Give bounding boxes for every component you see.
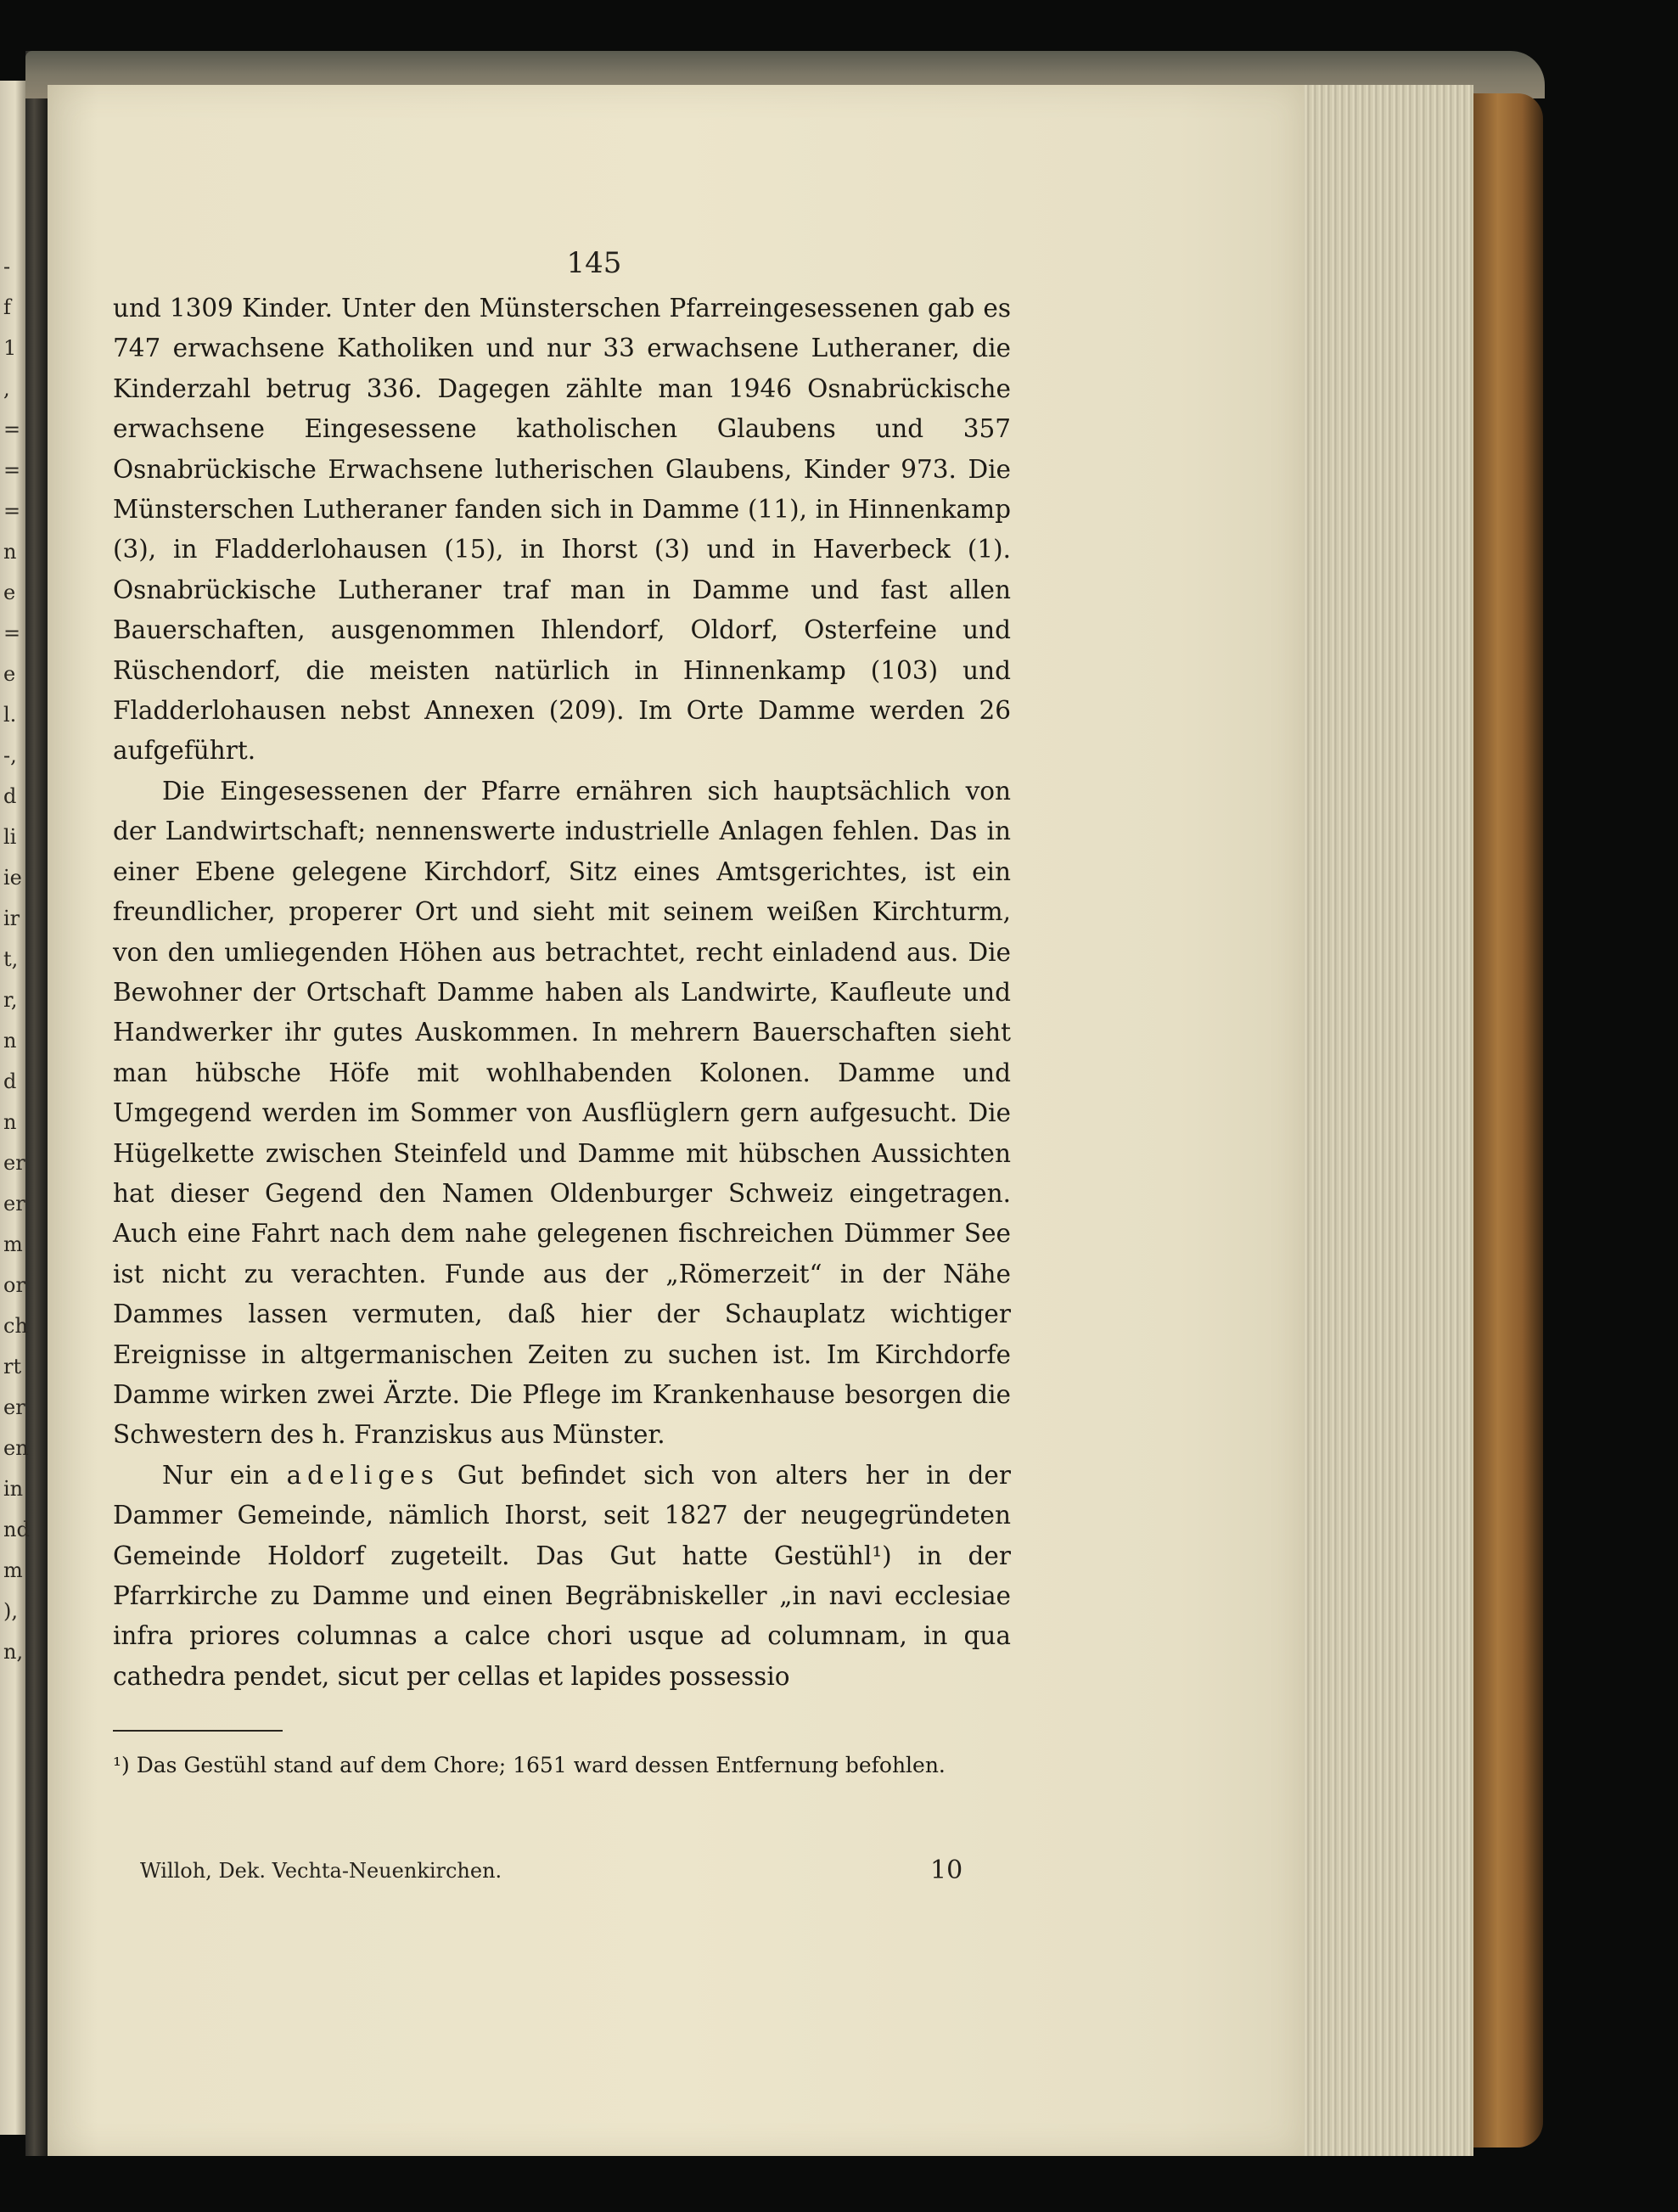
footer-sheet-number: 10 — [930, 1855, 963, 1885]
previous-page-fragment: en — [3, 1436, 29, 1460]
book-gutter — [25, 51, 48, 2156]
previous-page-fragment: n — [3, 1110, 17, 1134]
paragraph-2: Die Eingesessenen der Pfarre ernähren sich hauptsächlich von der Landwirtschaft; nennenswerte industrielle Anlagen fehlen. Das in einer Ebene gelegene Kirchdorf, Sitz eines Amtsgerichtes, ist ein freundlicher, properer Ort und sieht mit seinem weißen Kirchturm, von den umliegenden Höhen aus betrachtet, recht einladend aus. Die Bewohner der Ortschaft Damme haben als Landwirte, Kaufleute und Handwerker ihr gutes Auskommen. In mehrern Bauerschaften sieht man hübsche Höfe mit wohlhabenden Kolonen. Damme und Umgegend werden im Sommer von Ausflüglern gern aufgesucht. Die Hügelkette zwischen Steinfeld und Damme mit hübschen Aussichten hat dieser Gegend den Namen Oldenburger Schweiz eingetragen. Auch eine Fahrt nach dem nahe gelegenen fischreichen Dümmer See ist nicht zu verachten. Funde aus der „Römerzeit“ in der Nähe Dammes lassen vermuten, daß hier der Schauplatz wichtiger Ereignisse in altgermanischen Zeiten zu suchen ist. Im Kirchdorfe Damme wirken zwei Ärzte. Die Pflege im Krankenhause besorgen die Schwestern des h. Franziskus aus Münster. — [113, 776, 1011, 1450]
previous-page-fragment: - — [3, 255, 11, 278]
previous-page-fragment: e — [3, 662, 16, 686]
previous-page-fragment: li — [3, 825, 17, 849]
page-number: 145 — [566, 246, 622, 280]
previous-page-text-fragments — [2, 81, 30, 2135]
previous-page-fragment: d — [3, 784, 17, 808]
previous-page-fragment: t, — [3, 947, 19, 971]
previous-page-fragment: -, — [3, 744, 17, 767]
previous-page-fragment: er — [3, 1151, 25, 1175]
previous-page-fragment: ie — [3, 866, 22, 890]
paragraph-3 — [113, 1456, 1011, 1697]
book-cover-right — [1473, 93, 1543, 2147]
previous-page-fragment: = — [3, 418, 21, 441]
previous-page-fragment: ), — [3, 1599, 18, 1623]
emphasized-word: adeliges — [286, 1460, 440, 1490]
previous-page-fragment: er — [3, 1192, 25, 1215]
footer-signature: Willoh, Dek. Vechta-Neuenkirchen. — [140, 1859, 502, 1883]
previous-page-fragment: nd — [3, 1518, 30, 1541]
previous-page-fragment: or — [3, 1273, 25, 1297]
paragraph-3-start: Nur ein — [162, 1460, 269, 1490]
previous-page-fragment: 1 — [3, 336, 17, 360]
previous-page-fragment: n — [3, 1029, 17, 1053]
previous-page-edge — [0, 81, 30, 2135]
previous-page-fragment: r, — [3, 988, 18, 1012]
previous-page-fragment: e — [3, 581, 16, 604]
previous-page-fragment: in — [3, 1477, 24, 1501]
previous-page-fragment: = — [3, 499, 21, 523]
previous-page-fragment: n, — [3, 1640, 24, 1664]
previous-page-fragment: m — [3, 1232, 23, 1256]
previous-page-fragment: er — [3, 1395, 25, 1419]
body-text — [113, 289, 1011, 1697]
previous-page-fragment: = — [3, 458, 21, 482]
previous-page-fragment: , — [3, 377, 10, 401]
previous-page-fragment: l. — [3, 703, 17, 727]
previous-page-fragment: ch — [3, 1314, 28, 1338]
paragraph-3-rest: Gut befindet sich von alters her in der Dammer Gemeinde, nämlich Ihorst, seit 1827 der neugegründeten Gemeinde Holdorf zugeteilt. Das Gut hatte Gestühl¹) in der Pfarrkirche zu Damme und einen Begräbniskeller „in navi ecclesiae infra priores columnas a calce chori usque ad columnam, in qua cathedra pendet, sicut per cellas et lapides possessio — [113, 1460, 1011, 1691]
previous-page-fragment: n — [3, 540, 17, 564]
page-block-fore-edge — [1304, 85, 1473, 2156]
previous-page-fragment: = — [3, 621, 21, 645]
paragraph-1: und 1309 Kinder. Unter den Münsterschen Pfarreingesessenen gab es 747 erwachsene Katholiken und nur 33 erwachsene Lutheraner, die Kinderzahl betrug 336. Dagegen zählte man 1946 Osnabrückische erwachsene Eingesessene katholischen Glaubens und 357 Osnabrückische Erwachsene lutherischen Glaubens, Kinder 973. Die Münsterschen Lutheraner fanden sich in Damme (11), in Hinnenkamp (3), in Fladderlohausen (15), in Ihorst (3) und in Haverbeck (1). Osnabrückische Lutheraner traf man in Damme und fast allen Bauerschaften, ausgenommen Ihlendorf, Oldorf, Osterfeine und Rüschendorf, die meisten natürlich in Hinnenkamp (103) und Fladderlohausen nebst Annexen (209). Im Orte Damme werden 26 aufgeführt. — [113, 294, 1011, 766]
previous-page-fragment: rt — [3, 1355, 22, 1378]
footnote: ¹) Das Gestühl stand auf dem Chore; 1651 ward dessen Entfernung befohlen. — [113, 1753, 946, 1777]
previous-page-fragment: m — [3, 1558, 23, 1582]
previous-page-fragment: ir — [3, 907, 20, 930]
previous-page-fragment: d — [3, 1070, 17, 1093]
footnote-rule — [113, 1730, 283, 1732]
previous-page-fragment: f — [3, 295, 11, 319]
